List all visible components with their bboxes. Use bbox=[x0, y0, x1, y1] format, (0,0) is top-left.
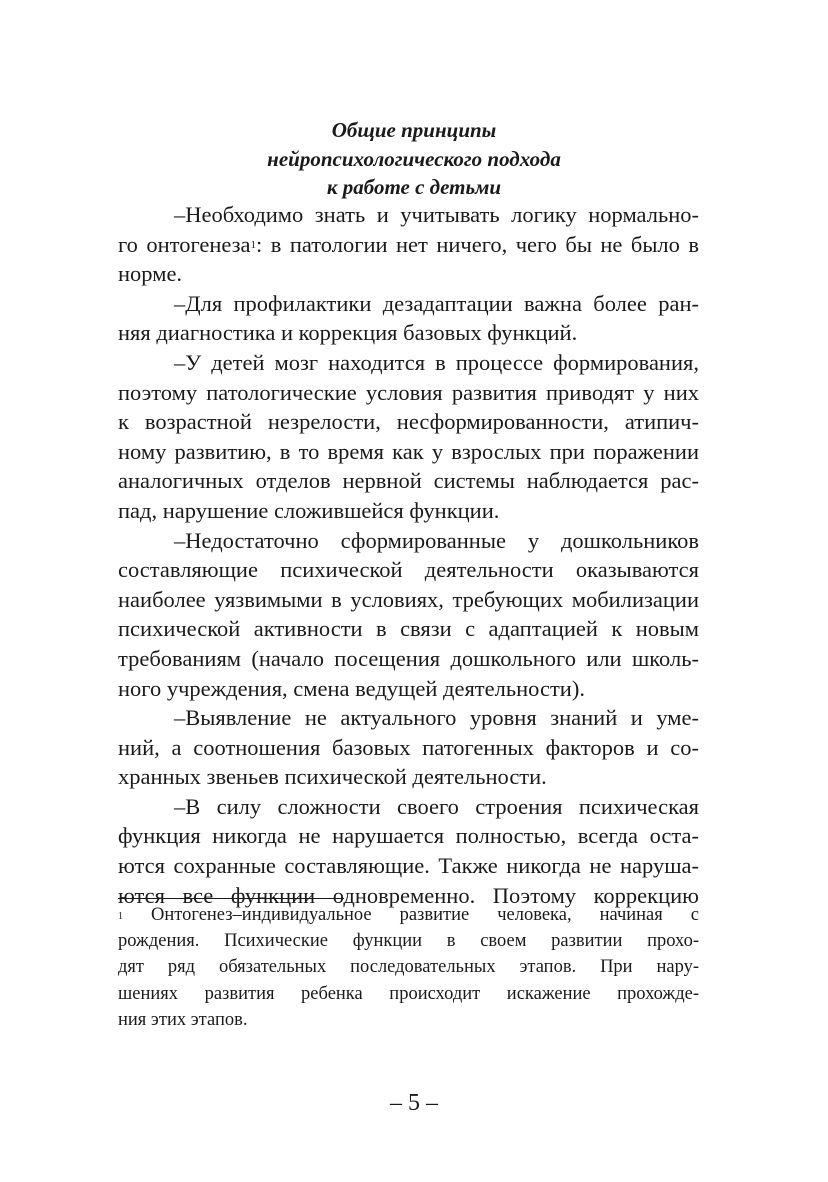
text-line: наиболее уязвимыми в условиях, требующих мобилизации bbox=[118, 586, 699, 612]
footnote-line: дят ряд обязательных последовательных этапов. При нару- bbox=[118, 957, 699, 978]
text-line: –Выявление не актуального уровня знаний и уме- bbox=[174, 705, 699, 731]
section-heading bbox=[118, 116, 710, 202]
text-line: –В силу сложности своего строения психическая bbox=[174, 793, 699, 819]
text-line: –Необходимо знать и учитывать логику нормально- bbox=[174, 202, 699, 227]
footnote bbox=[118, 902, 699, 1033]
footnote-reference[interactable]: 1 bbox=[250, 238, 257, 251]
footnote-line: рождения. Психические функции в своем развитии прохо- bbox=[118, 931, 699, 952]
text-line bbox=[118, 230, 699, 260]
text-line: аналогичных отделов нервной системы наблюдается рас- bbox=[118, 468, 699, 494]
text-line: няя диагностика и коррекция базовых функций. bbox=[118, 320, 578, 346]
text-line: ному развитию, в то время как у взрослых при поражении bbox=[118, 438, 699, 464]
text-line: ний, а соотношения базовых патогенных факторов и со- bbox=[118, 734, 699, 760]
text-line: пад, нарушение сложившейся функции. bbox=[118, 497, 500, 523]
text-line: функция никогда не нарушается полностью, всегда оста- bbox=[118, 823, 699, 849]
text-line: к возрастной незрелости, несформированности, атипич- bbox=[118, 409, 699, 435]
footnote-divider bbox=[118, 898, 344, 899]
text-line: поэтому патологические условия развития приводят у них bbox=[118, 379, 699, 405]
footnote-mark: 1 bbox=[118, 911, 123, 922]
heading-line: нейропсихологического подхода bbox=[267, 146, 561, 171]
text-line: хранных звеньев психической деятельности. bbox=[118, 764, 547, 790]
footnote-line: шениях развития ребенка происходит искажение прохожде- bbox=[118, 983, 699, 1004]
text-line: составляющие психической деятельности оказываются bbox=[118, 557, 699, 583]
page-number: – 5 – bbox=[390, 1090, 438, 1116]
heading-line: к работе с детьми bbox=[326, 175, 502, 199]
text-line: психической активности в связи с адаптацией к новым bbox=[118, 616, 699, 642]
text-line: норме. bbox=[118, 261, 183, 287]
text-line: ного учреждения, смена ведущей деятельности). bbox=[118, 675, 585, 701]
text-line: ются все функции одновременно. Поэтому коррекцию bbox=[118, 882, 699, 908]
heading-line: Общие принципы bbox=[331, 118, 497, 142]
text-line: требованиям (начало посещения дошкольного или школь- bbox=[118, 645, 699, 671]
text-fragment: Онтогенез–индивидуальное развитие человека, начиная с bbox=[123, 905, 699, 925]
text-fragment: го онтогенеза bbox=[118, 231, 251, 257]
text-line: ются сохранные составляющие. Также никогда не наруша- bbox=[118, 853, 699, 879]
text-fragment: : в патологии нет ничего, чего бы не было в bbox=[256, 231, 699, 257]
body-text bbox=[118, 200, 699, 910]
text-line: –Недостаточно сформированные у дошкольников bbox=[174, 527, 699, 553]
text-line: –Для профилактики дезадаптации важна более ран- bbox=[174, 290, 699, 316]
footnote-line: ния этих этапов. bbox=[118, 1009, 248, 1030]
text-line: –У детей мозг находится в процессе формирования, bbox=[174, 349, 699, 375]
footnote-line bbox=[118, 902, 699, 928]
